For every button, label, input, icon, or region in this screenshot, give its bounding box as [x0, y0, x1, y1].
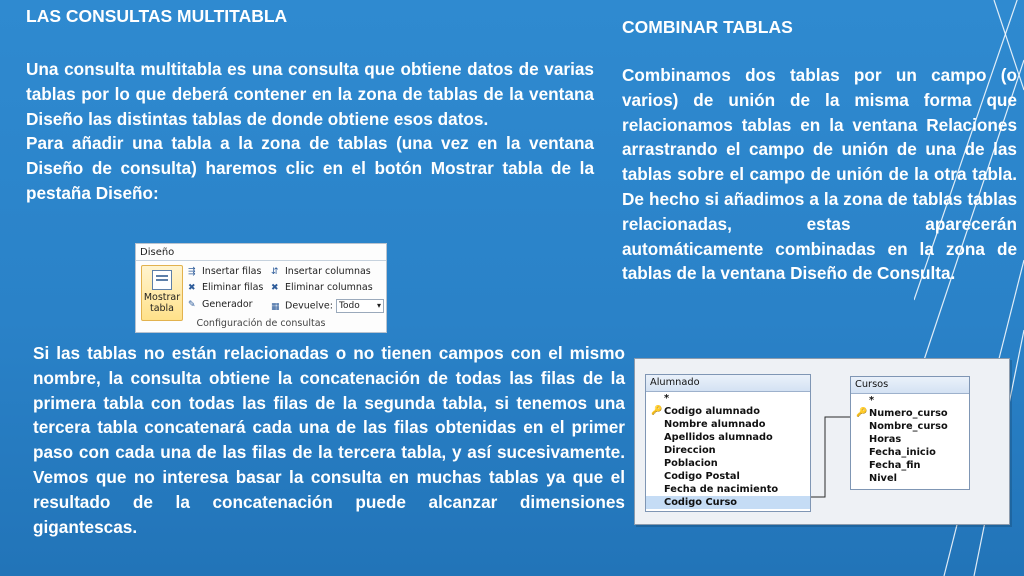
ribbon-group-label: Configuración de consultas: [196, 318, 326, 329]
delete-columns-button[interactable]: ✖ Eliminar columnas: [271, 282, 373, 293]
field-row[interactable]: Nombre alumnado: [664, 419, 766, 430]
insert-columns-button[interactable]: ⇵ Insertar columnas: [271, 266, 371, 277]
field-row[interactable]: 🔑 Numero_curso: [856, 408, 948, 419]
field-row[interactable]: *: [664, 393, 670, 404]
return-control: ▦ Devuelve: Todo ▾: [271, 299, 384, 313]
field-row[interactable]: Poblacion: [664, 458, 718, 469]
right-title: COMBINAR TABLAS: [622, 17, 793, 37]
tab-divider: [136, 260, 386, 261]
table-alumnado-title: Alumnado: [646, 375, 810, 392]
table-icon: [152, 270, 172, 290]
paragraph-concatenation: Si las tablas no están relacionadas o no tienen campos con el mismo nombre, la consulta obtiene la concatenación de todas las filas de la primera tabla con todas las filas de la segunda tabla, si tenemos una tercera tabla concatenará cada una de las filas obtenidas en el primer paso con cada una de las filas de la tercera tabla, y así sucesivamente. Vemos que no interesa basar la consulta en muchas tablas ya que el resultado de la concatenación puede alcanzar dimensiones gigantescas.: [33, 343, 625, 537]
key-icon: 🔑: [856, 408, 868, 418]
return-select[interactable]: Todo ▾: [336, 299, 384, 313]
left-text: [26, 57, 594, 206]
delete-columns-icon: ✖: [271, 283, 279, 293]
insert-rows-button[interactable]: ⇶ Insertar filas: [188, 266, 262, 277]
field-row[interactable]: 🔑 Codigo alumnado: [651, 406, 760, 417]
relations-screenshot: [634, 358, 1010, 525]
field-row[interactable]: *: [869, 395, 875, 406]
paragraph-multitable-definition: Una consulta multitabla es una consulta que obtiene datos de varias tablas por lo que deberá contener en la zona de tablas de la ventana Diseño las distintas tablas de donde obtiene esos datos.: [26, 59, 594, 129]
table-cursos-title: Cursos: [851, 377, 969, 394]
delete-rows-icon: ✖: [188, 283, 196, 293]
insert-columns-icon: ⇵: [271, 267, 279, 277]
field-row[interactable]: Fecha de nacimiento: [664, 484, 779, 495]
field-row[interactable]: Fecha_fin: [869, 460, 921, 471]
table-alumnado[interactable]: [645, 374, 811, 512]
field-row[interactable]: Nivel: [869, 473, 897, 484]
delete-rows-button[interactable]: ✖ Eliminar filas: [188, 282, 264, 293]
ribbon-screenshot: [135, 243, 387, 333]
field-row[interactable]: Fecha_inicio: [869, 447, 936, 458]
field-row[interactable]: Codigo Postal: [664, 471, 740, 482]
builder-icon: ✎: [188, 300, 196, 310]
field-row[interactable]: Direccion: [664, 445, 716, 456]
field-row[interactable]: Horas: [869, 434, 902, 445]
builder-button[interactable]: ✎ Generador: [188, 299, 253, 310]
key-icon: 🔑: [651, 406, 663, 416]
show-table-button[interactable]: [141, 265, 183, 321]
tab-diseno[interactable]: Diseño: [140, 247, 175, 258]
field-row[interactable]: Apellidos alumnado: [664, 432, 773, 443]
paragraph-add-table: Para añadir una tabla a la zona de tablas (una vez en la ventana Diseño de consulta) haremos clic en el botón Mostrar tabla de la pestaña Diseño:: [26, 133, 594, 203]
table-cursos[interactable]: [850, 376, 970, 490]
show-table-label: Mostrar tabla: [143, 292, 181, 314]
insert-rows-icon: ⇶: [188, 267, 196, 277]
paragraph-combine-tables: Combinamos dos tablas por un campo (o varios) de unión de la misma forma que relacionamos tablas en la ventana Relaciones arrastrando el campo de unión de una de las tablas sobre el campo de unión de la otra tabla. De hecho si añadimos a la zona de tablas tablas relacionadas, estas aparecerán automáticamente combinadas en la zona de tablas de la ventana Diseño de Consulta.: [622, 65, 1017, 284]
field-row[interactable]: Nombre_curso: [869, 421, 948, 432]
return-icon: ▦: [271, 301, 280, 312]
field-row-selected[interactable]: Codigo Curso: [646, 496, 810, 509]
left-title: LAS CONSULTAS MULTITABLA: [26, 6, 288, 26]
